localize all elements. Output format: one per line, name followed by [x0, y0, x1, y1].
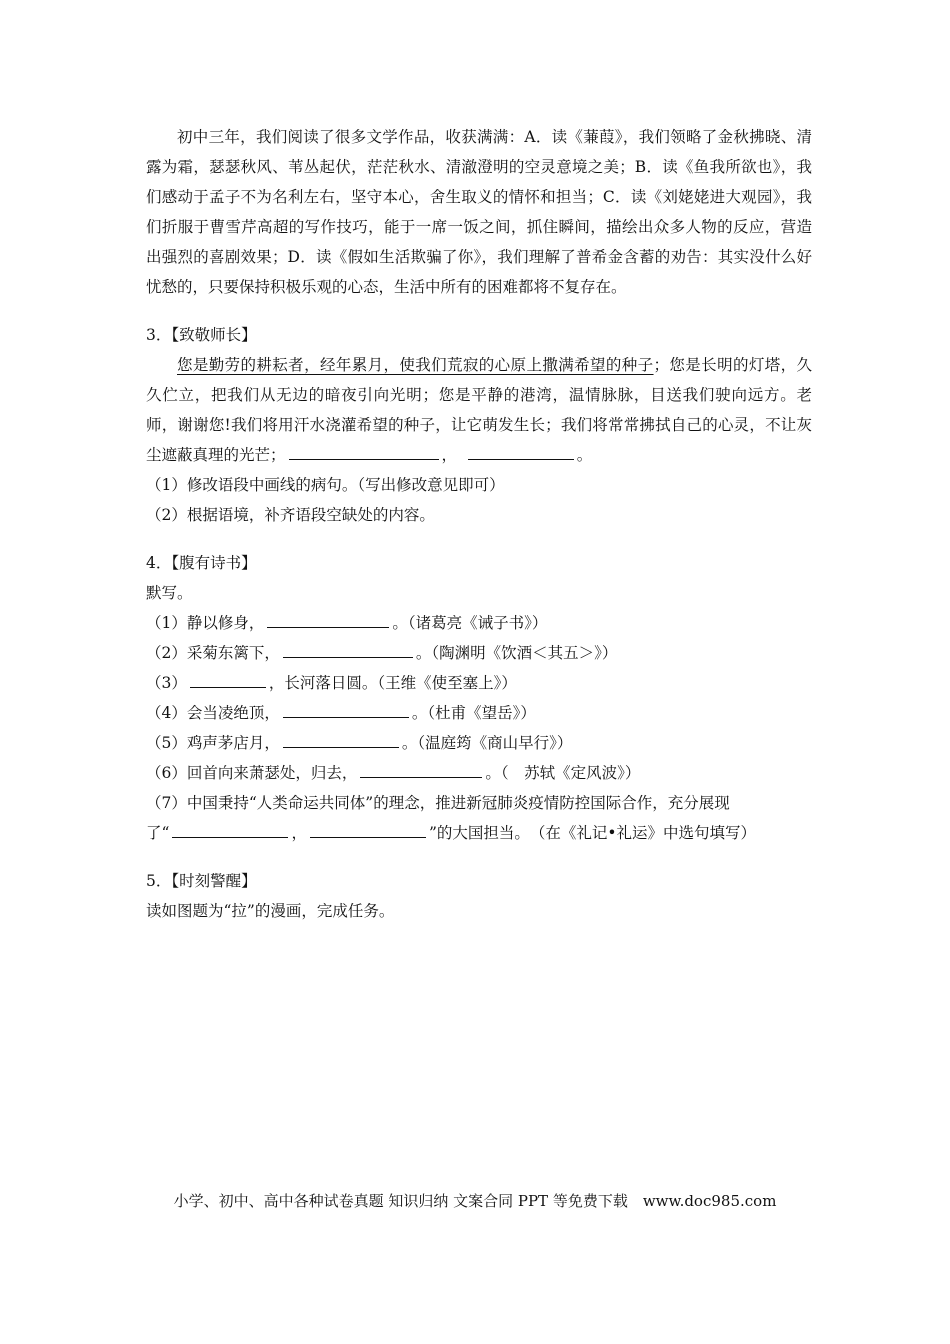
q4-heading: 4．【腹有诗书】 [146, 554, 257, 572]
q4-item-2-pre: （2）采菊东篱下， [146, 644, 280, 662]
q5-heading: 5．【时刻警醒】 [146, 872, 257, 890]
q4-item-5-blank[interactable] [283, 729, 399, 748]
q4-item-7-blank-2[interactable] [310, 819, 426, 838]
q4-instruction: 默写。 [146, 584, 193, 602]
q4-item-1-post: 。（诸葛亮《诫子书》） [392, 614, 548, 632]
q4-item-4-pre: （4）会当凌绝顶， [146, 704, 280, 722]
q4-item-1-blank[interactable] [267, 609, 389, 628]
page-footer: 小学、初中、高中各种试卷真题 知识归纳 文案合同 PPT 等免费下载 www.doc985.com [173, 1192, 777, 1210]
q3-passage [146, 350, 812, 470]
q3-heading: 3．【致敬师长】 [146, 326, 257, 344]
q4-item-4-post: 。（杜甫《望岳》） [411, 704, 536, 722]
q4-item-6-pre: （6）回首向来萧瑟处，归去， [146, 764, 358, 782]
q4-item-6 [146, 758, 812, 788]
q4-item-7-pre: 了“ [146, 824, 170, 842]
document-body [146, 122, 812, 926]
q4-item-7-post: ”的大国担当。 （在《礼记•礼运》中选句填写） [428, 824, 757, 842]
q4-item-2-blank[interactable] [283, 639, 413, 658]
q4-item-5-post: 。（温庭筠《商山早行》） [401, 734, 573, 752]
q4-item-7-line2 [146, 818, 812, 848]
q4-item-2-post: 。（陶渊明《饮酒＜其五＞》） [415, 644, 618, 662]
q3-sub1: （1）修改语段中画线的病句。（写出修改意见即可） [146, 476, 505, 494]
q4-item-7-line1: （7）中国秉持“人类命运共同体”的理念，推进新冠肺炎疫情防控国际合作，充分展现 [146, 794, 730, 812]
q4-item-2 [146, 638, 812, 668]
q3-underlined-sentence: 您是勤劳的耕耘者，经年累月，使我们荒寂的心原上撒满希望的种子 [177, 356, 654, 374]
q4-item-7-blank-1[interactable] [172, 819, 288, 838]
q3-sub2: （2）根据语境，补齐语段空缺处的内容。 [146, 506, 435, 524]
q4-item-6-blank[interactable] [360, 759, 482, 778]
q4-item-4 [146, 698, 812, 728]
q3-period: 。 [576, 446, 593, 464]
q3-passage-rest: ；您是长明的灯塔，久久伫立，把我们从无边的暗夜引向光明；您是平静的港湾，温情脉脉，目送我们驶向远方。老师，谢谢您!我们将用汗水浇灌希望的种子，让它萌发生长；我们将常常拂拭自己的心灵，不让灰尘遮蔽真理的光芒； [146, 356, 812, 464]
q4-item-5 [146, 728, 812, 758]
q4-item-3 [146, 668, 812, 698]
intro-paragraph: 初中三年，我们阅读了很多文学作品，收获满满：A．读《蒹葭》，我们领略了金秋拂晓、清露为霜，瑟瑟秋风、苇丛起伏，茫茫秋水、清澈澄明的空灵意境之美；B．读《鱼我所欲也》，我们感动于孟子不为名利左右，坚守本心，舍生取义的情怀和担当；C．读《刘姥姥进大观园》，我们折服于曹雪芹高超的写作技巧，能于一席一饭之间，抓住瞬间，描绘出众多人物的反应，营造出强烈的喜剧效果；D．读《假如生活欺骗了你》，我们理解了普希金含蓄的劝告：其实没什么好忧愁的，只要保持积极乐观的心态，生活中所有的困难都将不复存在。 [146, 128, 812, 296]
q4-item-1-pre: （1）静以修身， [146, 614, 265, 632]
q4-item-6-post: 。（ 苏轼《定风波》） [485, 764, 641, 782]
q4-item-7-mid: ， [291, 824, 307, 842]
q4-item-3-post: ，长河落日圆。（王维《使至塞上》） [268, 674, 517, 692]
q4-item-3-blank[interactable] [190, 669, 266, 688]
q3-blank-2[interactable] [468, 441, 574, 460]
q4-item-5-pre: （5）鸡声茅店月， [146, 734, 280, 752]
q3-blank-1[interactable] [289, 441, 439, 460]
q5-instruction: 读如图题为“拉”的漫画，完成任务。 [146, 902, 395, 920]
q3-comma: ， [441, 446, 450, 464]
q4-item-4-blank[interactable] [283, 699, 409, 718]
q4-item-3-pre: （3） [146, 674, 187, 692]
q4-item-1 [146, 608, 812, 638]
